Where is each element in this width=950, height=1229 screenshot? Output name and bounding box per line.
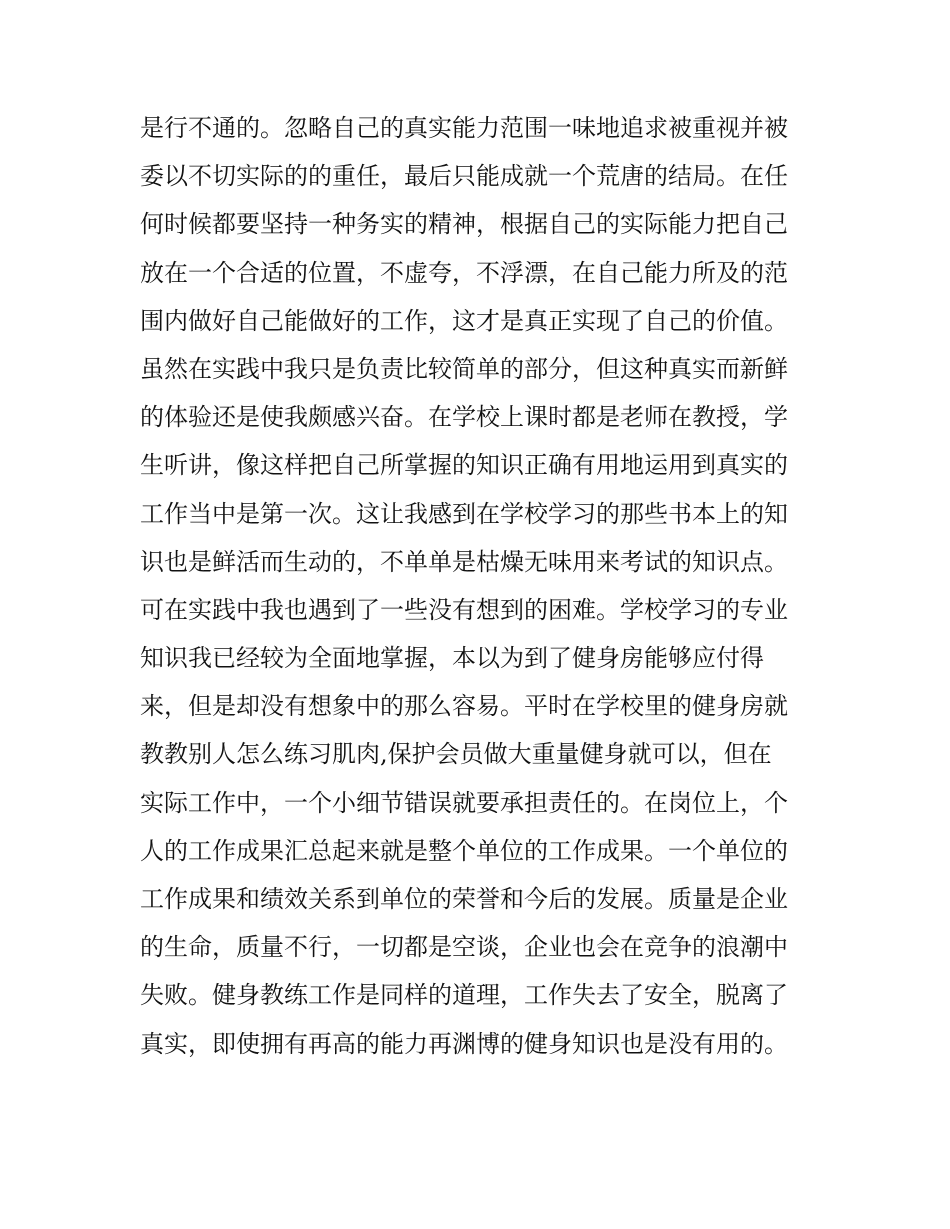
text-line-18: 的生命，质量不行，一切都是空谈，企业也会在竞争的浪潮中 (140, 933, 788, 962)
text-line-3: 何时候都要坚持一种务实的精神，根据自己的实际能力把自己 (140, 210, 788, 239)
text-line-16: 人的工作成果汇总起来就是整个单位的工作成果。一个单位的 (140, 836, 788, 865)
text-line-12: 知识我已经较为全面地掌握，本以为到了健身房能够应付得 (140, 644, 764, 673)
text-line-14: 教教别人怎么练习肌肉,保护会员做大重量健身就可以，但在 (140, 740, 772, 769)
text-line-6: 虽然在实践中我只是负责比较简单的部分，但这种真实而新鲜 (140, 354, 788, 383)
text-line-15: 实际工作中，一个小细节错误就要承担责任的。在岗位上，个 (140, 788, 788, 817)
text-line-17: 工作成果和绩效关系到单位的荣誉和今后的发展。质量是企业 (140, 885, 788, 913)
text-line-8: 生听讲，像这样把自己所掌握的知识正确有用地运用到真实的 (140, 451, 788, 480)
text-line-19: 失败。健身教练工作是同样的道理，工作失去了安全，脱离了 (140, 981, 788, 1010)
body-text (140, 104, 820, 1068)
text-line-10: 识也是鲜活而生动的，不单单是枯燥无味用来考试的知识点。 (140, 547, 788, 576)
text-line-20: 真实，即使拥有再高的能力再渊博的健身知识也是没有用的。 (140, 1029, 788, 1058)
text-line-2: 委以不切实际的的重任，最后只能成就一个荒唐的结局。在任 (140, 162, 788, 191)
text-line-5: 围内做好自己能做好的工作，这才是真正实现了自己的价值。 (140, 306, 788, 335)
text-line-1: 是行不通的。忽略自己的真实能力范围一味地追求被重视并被 (140, 114, 788, 142)
text-line-11: 可在实践中我也遇到了一些没有想到的困难。学校学习的专业 (140, 595, 788, 624)
text-line-13: 来，但是却没有想象中的那么容易。平时在学校里的健身房就 (140, 692, 788, 721)
text-line-9: 工作当中是第一次。这让我感到在学校学习的那些书本上的知 (140, 499, 788, 528)
text-line-7: 的体验还是使我颇感兴奋。在学校上课时都是老师在教授，学 (140, 403, 788, 432)
text-line-4: 放在一个合适的位置，不虚夸，不浮漂，在自己能力所及的范 (140, 258, 788, 287)
